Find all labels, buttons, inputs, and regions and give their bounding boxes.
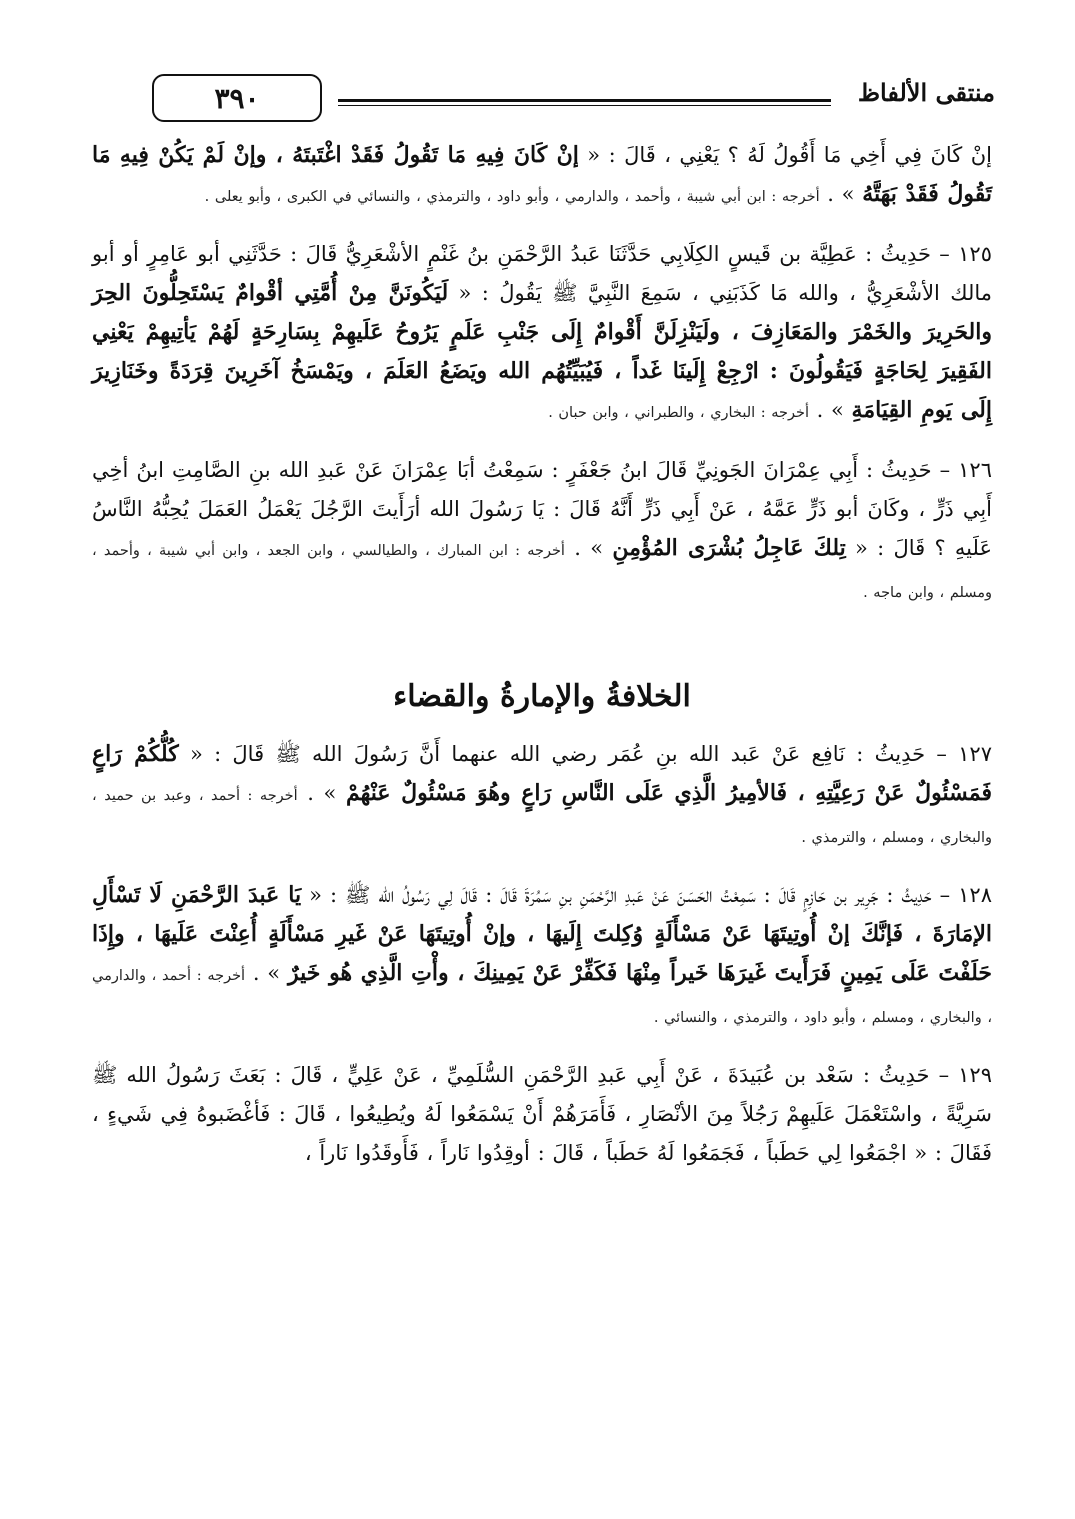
hadith-text: يَا عَبدَ الرَّحْمَنِ لَا تَسْأَلِ الإمَارَةَ ، فَإنَّكَ إنْ أُوتِيتَهَا عَنْ مَسْأَلَةٍ وُكِلتَ إِلَيهَا ، وإنْ أُوتِيتَهَا عَنْ غَيرِ مَسْأَلَةٍ أُعِنْتَ عَلَيهَا ، وإِذَا حَلَفْتَ عَلَى يَمِينٍ فَرَأَيتَ غَيرَهَا خَيراً مِنْهَا فَكَفِّرْ عَنْ يَمِينِكَ ، وأْتِ الَّذِي هُو خَيرٌ: [92, 882, 992, 986]
hadith-intro: حَدِيثُ : عَطِيَّة بن قَيسٍ الكِلَابِي حَدَّثَنَا عَبدُ الرَّحْمَنِ بنُ غَنْمٍ الأشْعَرِيُّ قَالَ : حَدَّثَنِي أبو عَامِرٍ أو أبو مالك الأشْعَرِيُّ ، والله مَا كَذَبَنِي ، سَمِعَ النَّبِيَّ ﷺ يَقُولُ : «: [92, 242, 992, 305]
hadith-number: ١٢٩ –: [929, 1063, 992, 1087]
section-title: الخلافةُ والإمارةُ والقضاء: [393, 679, 691, 714]
takhrij-note: أخرجه : ابن أبي شيبة ، وأحمد ، والدارمي ، وأبو داود ، والترمذي ، والنسائي في الكبرى ، وأبو يعلى .: [204, 189, 820, 205]
hadith-number: ١٢٨ –: [931, 883, 992, 907]
hadith-text: كُلُّكُمْ رَاعٍ فَمَسْئُولٌ عَنْ رَعِيَّتِهِ ، فَالأمِيرُ الَّذِي عَلَى النَّاسِ رَاعٍ وهُوَ مَسْئُولٌ عَنْهُمْ: [92, 741, 992, 806]
hadith-paragraph: [92, 876, 992, 1038]
hadith-block-126: [92, 451, 992, 613]
hadith-intro: حَدِيثُ : أَبِي عِمْرَانَ الجَونِيِّ قَالَ ابنُ جَعْفَرٍ : سَمِعْتُ أبَا عِمْرَانَ عَنْ عَبدِ الله بنِ الصَّامِتِ ابنُ أخِي أَبِي ذَرٍّ ، وكَانَ أبو ذَرٍّ عَمَّهُ ، عَنْ أَبِي ذَرٍّ أَنَّهُ قَالَ : يَا رَسُولَ الله أرَأَيتَ الرَّجُلَ يَعْمَلُ العَمَلَ يُحِبُّهُ النَّاسُ عَلَيهِ ؟ قَالَ : «: [92, 458, 992, 560]
hadith-text: تِلكَ عَاجِلُ بُشْرَى المُؤْمِنِ: [612, 535, 846, 561]
takhrij-note: أخرجه : ابن المبارك ، والطيالسي ، وابن الجعد ، وابن أبي شيبة ، وأحمد ، ومسلم ، وابن ماجه .: [92, 543, 992, 601]
hadith-block-continued: [92, 136, 992, 217]
hadith-paragraph: [92, 451, 992, 613]
hadith-block-128: [92, 876, 992, 1038]
hadith-close: » .: [245, 961, 288, 985]
hadith-close: » .: [808, 398, 852, 422]
hadith-text: إنْ كَانَ فِيهِ مَا تَقُولُ فَقَدْ اغْتَبتَهُ ، وإنْ لَمْ يَكُنْ فِيهِ مَا تَقُولُ فَقَدْ بَهَتَّهُ: [92, 142, 992, 207]
page-content: [92, 136, 992, 1176]
page-number: ٣٩٠: [214, 81, 260, 115]
header-rule: [338, 99, 831, 106]
hadith-close: » .: [819, 182, 863, 206]
hadith-paragraph: [92, 235, 992, 433]
hadith-block-125: [92, 235, 992, 433]
takhrij-note: أخرجه : البخاري ، والطبراني ، وابن حبان .: [548, 405, 809, 421]
hadith-intro: حَدِيثُ : نَافِع عَنْ عَبد الله بنِ عُمَر رضي الله عنهما أَنَّ رَسُولَ الله ﷺ قَالَ : «: [178, 742, 926, 766]
hadith-number: ١٢٦ –: [931, 458, 992, 482]
hadith-number: ١٢٥ –: [930, 242, 992, 266]
hadith-block-129: [92, 1056, 992, 1176]
hadith-intro: حَدِيثُ : سَعْد بن عُبَيدَةَ ، عَنْ أَبِي عَبدِ الرَّحْمَنِ السُّلَمِيِّ ، عَنْ عَلِيٍّ ، قَالَ : بَعَثَ رَسُولُ الله ﷺ سَرِيَّةً ، واسْتَعْمَلَ عَلَيهِمْ رَجُلاً مِنَ الأنْصَارِ ، فَأَمَرَهُمْ أَنْ يَسْمَعُوا لَهُ ويُطِيعُوا ، قَالَ : فَأغْضَبوهُ فِي شَيءٍ ، فَقَالَ : « اجْمَعُوا لِي حَطَباً ، فَجَمَعُوا لَهُ حَطَباً ، قَالَ : أوقِدُوا نَاراً ، فَأَوقَدُوا نَاراً ،: [92, 1063, 992, 1165]
hadith-intro: حَدِيثُ : جَرِير بن حَازِمٍ قَالَ : سَمِعْتُ الحَسَنَ عَنْ عَبدِ الرَّحْمَنِ بنِ سَمُرَةَ قَالَ : قَالَ لِي رَسُولُ الله ﷺ : «: [301, 883, 932, 907]
hadith-paragraph: [92, 735, 992, 858]
running-header: [90, 74, 995, 130]
takhrij-note: أخرجه : أحمد ، والدارمي ، والبخاري ، ومسلم ، وأبو داود ، والترمذي ، والنسائي .: [92, 968, 992, 1026]
hadith-text: لَيَكُونَنَّ مِنْ أُمَّتِي أقْوامٌ يَسْتَحِلُّونَ الحِرَ والحَرِيرَ والخَمْرَ والمَعَازِفَ ، ولَيَنْزِلَنَّ أَقْوامٌ إِلَى جَنْبِ عَلَمٍ يَرُوحُ عَلَيهِمْ بِسَارِحَةٍ لَهُمْ يَأتِيهِمْ يَعْنِي الفَقِيرَ لِحَاجَةٍ فَيَقُولُونَ : ارْجِعْ إِلَينَا غَداً ، فَيُبَيِّتُهُم الله ويَضَعُ العَلَمَ ، ويَمْسَخُ آخَرِينَ قِرَدَةً وخَنَازِيرَ إِلَى يَومِ القِيَامَةِ: [92, 280, 992, 423]
hadith-number: ١٢٧ –: [925, 742, 992, 766]
hadith-close: » .: [297, 781, 346, 805]
hadith-block-127: [92, 735, 992, 858]
hadith-paragraph: [92, 1056, 992, 1176]
book-title: منتقى الألفاظ: [857, 78, 995, 107]
takhrij-note: أخرجه : أحمد ، وعبد بن حميد ، والبخاري ، ومسلم ، والترمذي .: [92, 788, 992, 846]
page-number-box: [152, 74, 322, 122]
hadith-close: » .: [564, 536, 613, 560]
hadith-intro: إنْ كَانَ فِي أَخِي مَا أَقُولُ لَهُ ؟ يَعْنِي ، قَالَ : «: [578, 143, 992, 167]
hadith-paragraph: [92, 136, 992, 217]
